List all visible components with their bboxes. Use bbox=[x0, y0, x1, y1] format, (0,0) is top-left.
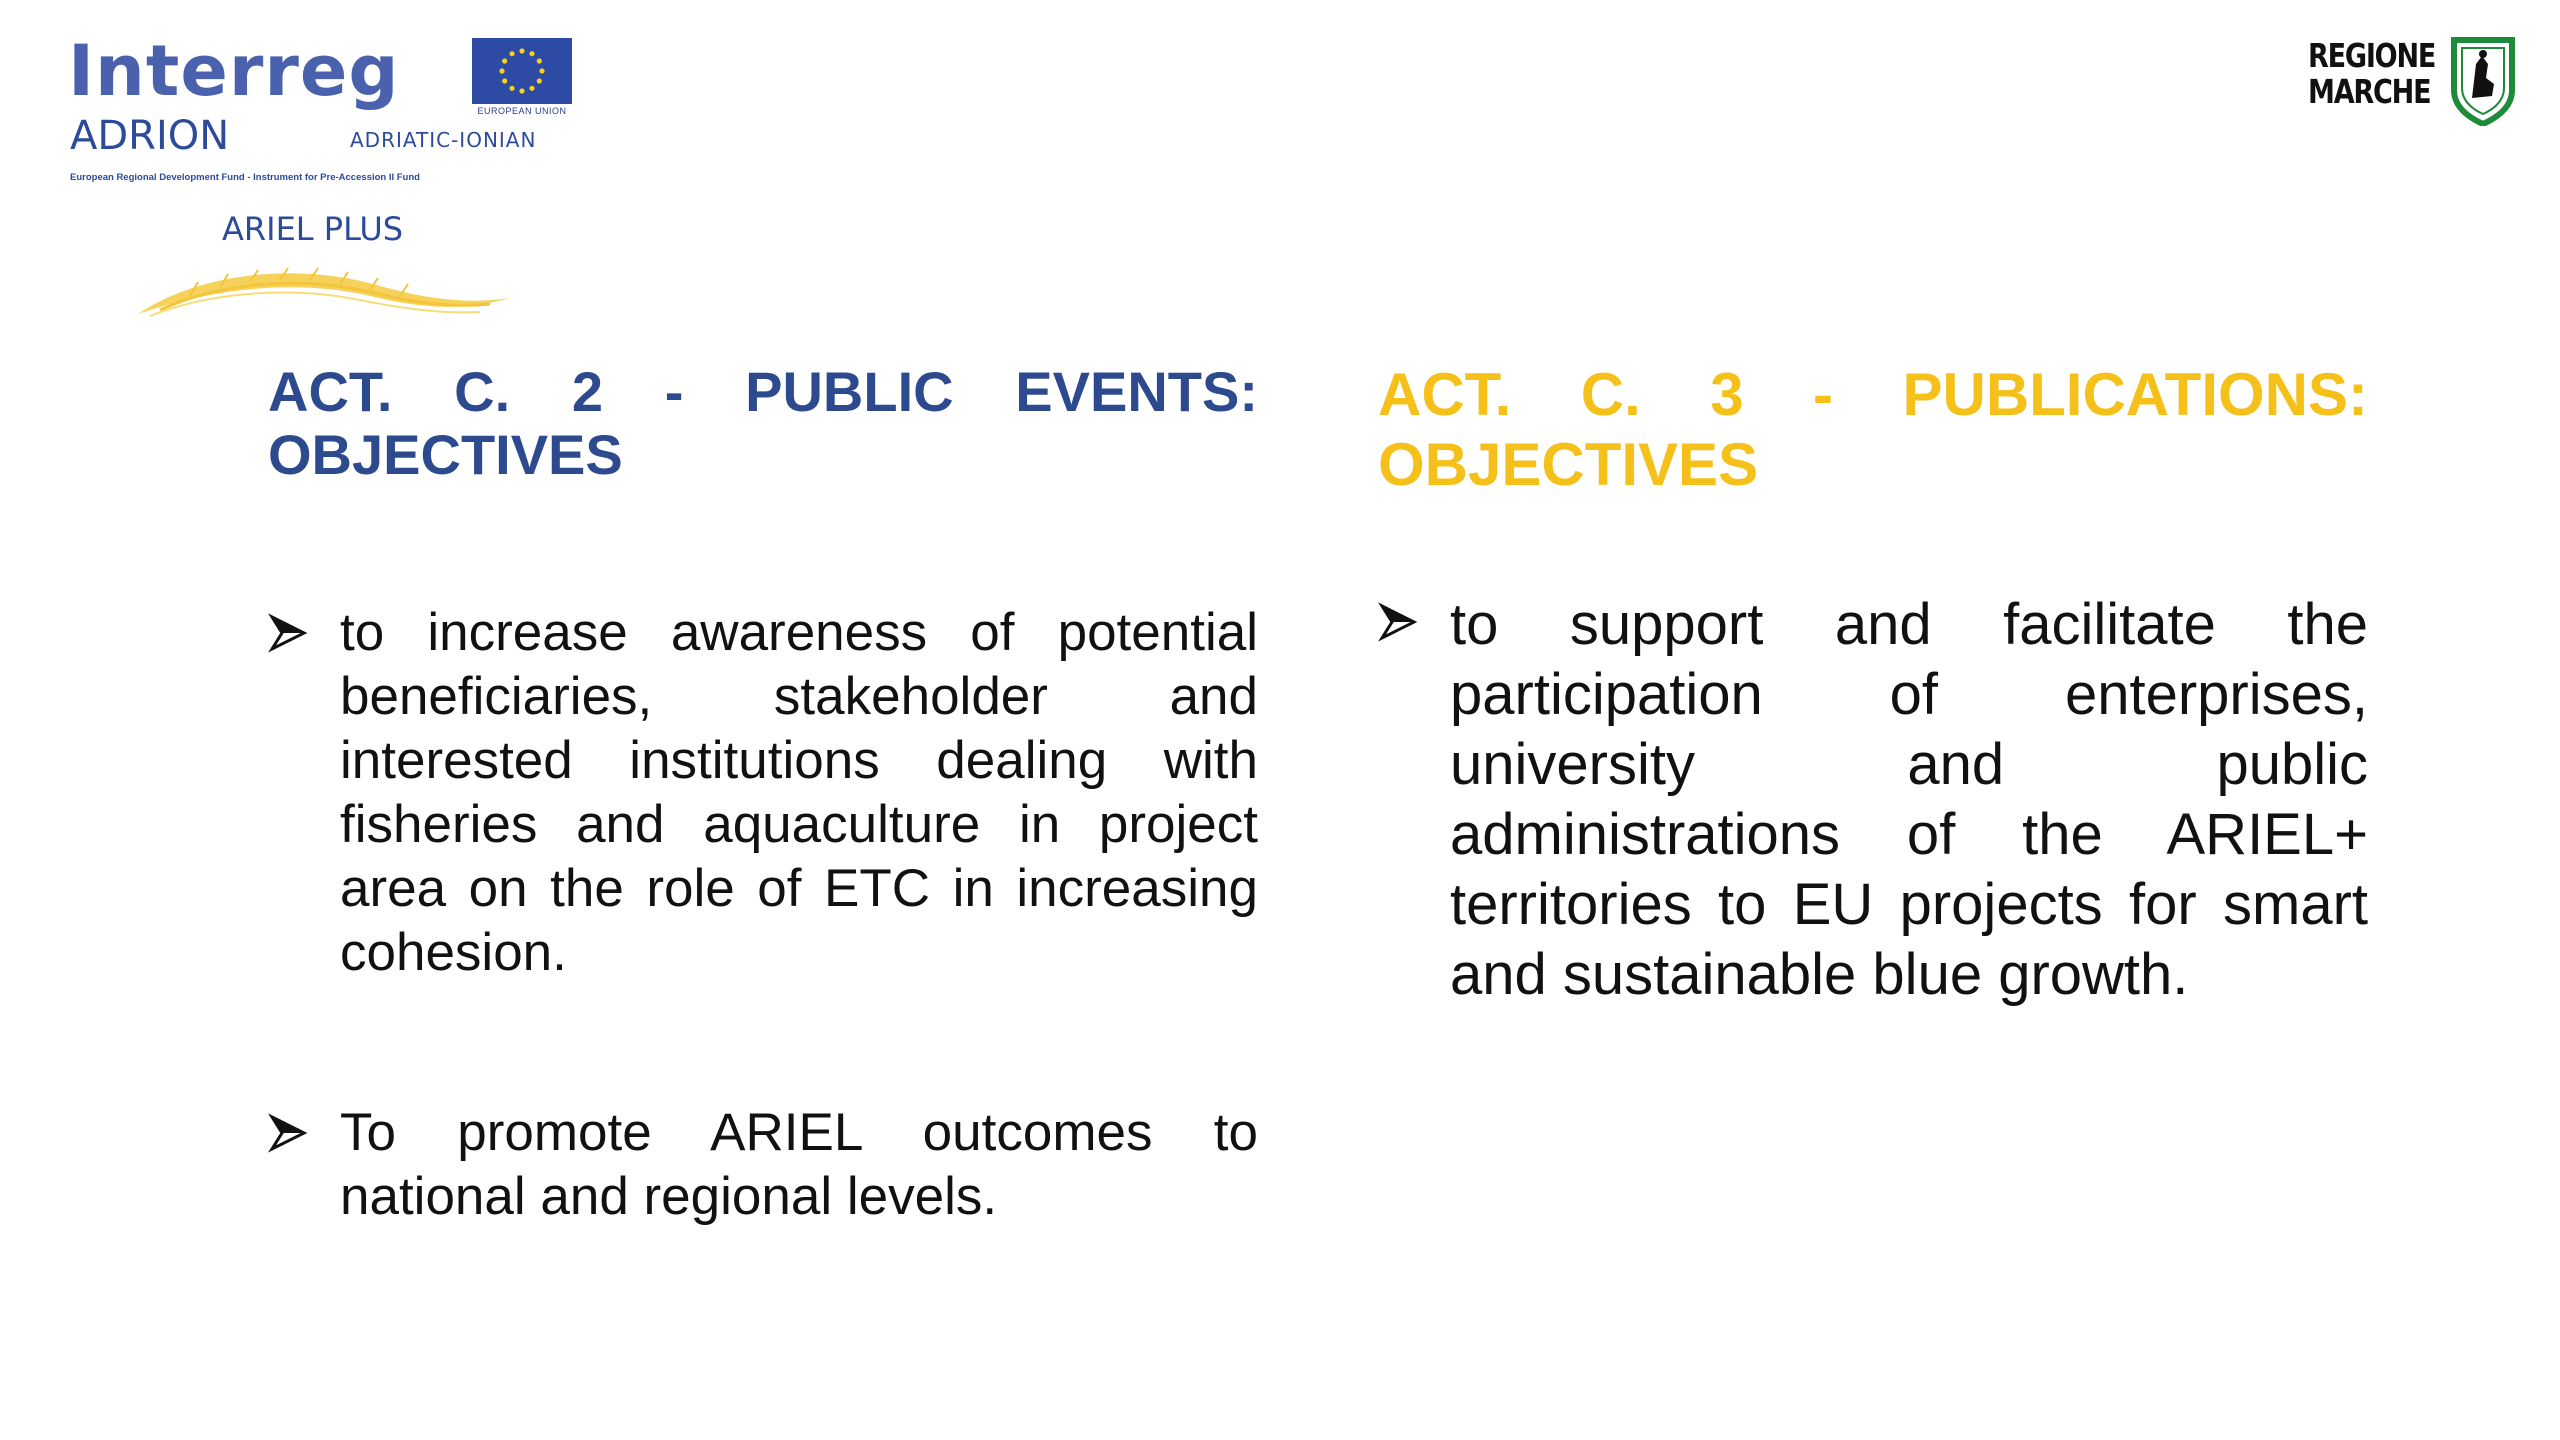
wheat-wave-icon bbox=[130, 252, 520, 322]
arrowhead-bullet-icon bbox=[268, 1113, 308, 1153]
regione-marche-emblem-icon bbox=[2450, 34, 2516, 126]
publications-column bbox=[1378, 360, 2368, 1010]
bullet-text: to support and facilitate the participation of enterprises, university and public administrations of the ARIEL+ territories to EU projects for smart and sustainable blue growth. bbox=[1450, 592, 2368, 1007]
regione-marche-wordmark bbox=[2308, 38, 2435, 110]
ariel-plus-logo bbox=[130, 208, 530, 318]
adrion-wordmark: ADRION bbox=[70, 113, 230, 159]
adriatic-ionian-label: ADRIATIC-IONIAN bbox=[350, 128, 537, 152]
regione-label: REGIONE bbox=[2308, 36, 2436, 75]
interreg-wordmark: Interreg bbox=[68, 30, 400, 112]
ariel-plus-title: ARIEL PLUS bbox=[222, 210, 404, 248]
bullet-text: to increase awareness of potential beneficiaries, stakeholder and interested institutions dealing with fisheries and aquaculture in project area on the role of ETC in increasing cohesion. bbox=[340, 603, 1258, 982]
regione-marche-logo bbox=[2308, 34, 2518, 130]
marche-label: MARCHE bbox=[2308, 72, 2431, 111]
eu-flag-icon bbox=[472, 38, 572, 104]
publications-objectives-list bbox=[1378, 590, 2368, 1010]
arrowhead-bullet-icon bbox=[1378, 602, 1418, 642]
publications-heading: ACT. C. 3 - PUBLICATIONS: OBJECTIVES bbox=[1378, 361, 2368, 498]
public-events-column bbox=[268, 360, 1258, 1229]
list-item bbox=[268, 601, 1258, 985]
list-item bbox=[268, 1101, 1258, 1229]
fund-line: European Regional Development Fund - Instrument for Pre-Accession II Fund bbox=[70, 172, 420, 183]
bullet-text: To promote ARIEL outcomes to national and regional levels. bbox=[340, 1103, 1258, 1226]
eu-caption: EUROPEAN UNION bbox=[477, 106, 567, 116]
public-events-objectives-list bbox=[268, 601, 1258, 1229]
list-item bbox=[1378, 590, 2368, 1010]
arrowhead-bullet-icon bbox=[268, 613, 308, 653]
interreg-adrion-logo bbox=[68, 30, 588, 186]
public-events-heading: ACT. C. 2 - PUBLIC EVENTS: OBJECTIVES bbox=[268, 360, 1258, 486]
